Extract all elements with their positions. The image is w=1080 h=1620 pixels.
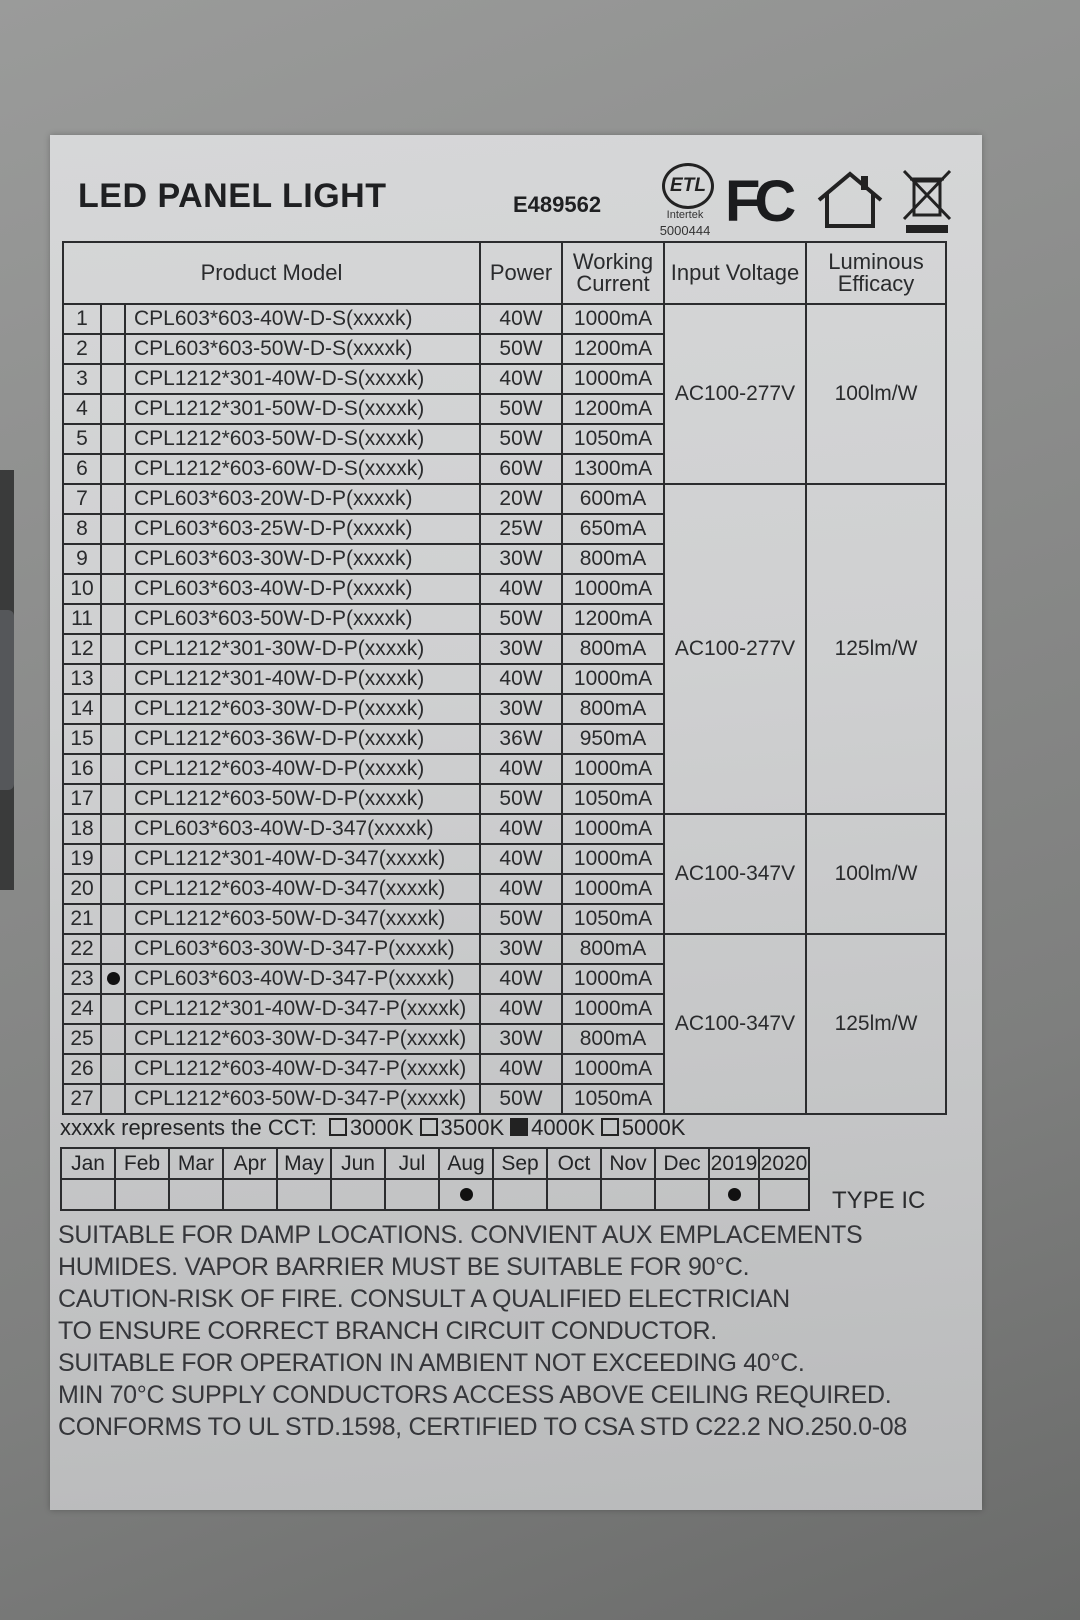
row-number: 13 xyxy=(63,664,101,694)
power-cell: 50W xyxy=(480,784,562,814)
month-cell: Jan xyxy=(61,1148,115,1179)
product-model-cell: CPL1212*301-40W-D-S(xxxxk) xyxy=(125,364,480,394)
power-cell: 50W xyxy=(480,424,562,454)
row-number: 3 xyxy=(63,364,101,394)
input-voltage-cell: AC100-347V xyxy=(664,934,806,1114)
safety-notice xyxy=(58,1219,907,1443)
product-model-cell: CPL603*603-50W-D-P(xxxxk) xyxy=(125,604,480,634)
power-cell: 36W xyxy=(480,724,562,754)
cct-option-label: 5000K xyxy=(621,1115,686,1140)
power-cell: 40W xyxy=(480,754,562,784)
product-model-cell: CPL1212*603-50W-D-P(xxxxk) xyxy=(125,784,480,814)
working-current-cell: 1000mA xyxy=(562,814,664,844)
etl-mark: ETL xyxy=(662,163,714,209)
date-mark-row xyxy=(61,1179,809,1210)
product-model-cell: CPL603*603-40W-D-347-P(xxxxk) xyxy=(125,964,480,994)
fixture-slot xyxy=(0,610,14,790)
power-cell: 40W xyxy=(480,304,562,334)
row-selection-mark xyxy=(101,904,125,934)
working-current-cell: 950mA xyxy=(562,724,664,754)
notice-line: MIN 70°C SUPPLY CONDUCTORS ACCESS ABOVE CEILING REQUIRED. xyxy=(58,1381,892,1409)
power-cell: 40W xyxy=(480,844,562,874)
cct-option-label: 3000K xyxy=(349,1115,414,1140)
product-model-cell: CPL1212*301-40W-D-P(xxxxk) xyxy=(125,664,480,694)
cct-empty-box xyxy=(420,1118,438,1136)
row-selection-mark xyxy=(101,574,125,604)
row-number: 15 xyxy=(63,724,101,754)
power-cell: 30W xyxy=(480,694,562,724)
row-selection-mark xyxy=(101,604,125,634)
date-mark-cell xyxy=(277,1179,331,1210)
row-selection-mark xyxy=(101,454,125,484)
date-mark-cell xyxy=(331,1179,385,1210)
power-cell: 30W xyxy=(480,1024,562,1054)
product-model-cell: CPL1212*603-30W-D-347-P(xxxxk) xyxy=(125,1024,480,1054)
type-ic-label: TYPE IC xyxy=(832,1187,926,1214)
working-current-cell: 800mA xyxy=(562,634,664,664)
row-selection-mark xyxy=(101,1024,125,1054)
product-model-cell: CPL603*603-25W-D-P(xxxxk) xyxy=(125,514,480,544)
working-current-cell: 800mA xyxy=(562,934,664,964)
date-marker-dot xyxy=(728,1188,741,1201)
row-number: 6 xyxy=(63,454,101,484)
product-model-cell: CPL603*603-30W-D-P(xxxxk) xyxy=(125,544,480,574)
row-selection-mark xyxy=(101,634,125,664)
date-label-row xyxy=(61,1148,809,1179)
row-number: 1 xyxy=(63,304,101,334)
working-current-cell: 1000mA xyxy=(562,364,664,394)
row-number: 11 xyxy=(63,604,101,634)
table-row xyxy=(63,814,946,844)
row-selection-mark xyxy=(101,514,125,544)
working-current-cell: 1000mA xyxy=(562,844,664,874)
luminous-efficacy-cell: 100lm/W xyxy=(806,814,946,934)
working-current-cell: 1000mA xyxy=(562,994,664,1024)
row-number: 27 xyxy=(63,1084,101,1114)
notice-line: CONFORMS TO UL STD.1598, CERTIFIED TO CSA STD C22.2 NO.250.0-08 xyxy=(58,1413,907,1441)
certification-code: E489562 xyxy=(513,192,602,217)
row-selection-mark xyxy=(101,394,125,424)
row-number: 12 xyxy=(63,634,101,664)
month-cell: Apr xyxy=(223,1148,277,1179)
working-current-cell: 800mA xyxy=(562,694,664,724)
row-selection-mark xyxy=(101,484,125,514)
power-cell: 20W xyxy=(480,484,562,514)
fixture-frame-edge xyxy=(0,470,14,890)
power-cell: 50W xyxy=(480,394,562,424)
row-number: 9 xyxy=(63,544,101,574)
month-cell: Oct xyxy=(547,1148,601,1179)
working-current-cell: 1000mA xyxy=(562,874,664,904)
working-current-cell: 1050mA xyxy=(562,784,664,814)
power-cell: 30W xyxy=(480,934,562,964)
row-number: 24 xyxy=(63,994,101,1024)
table-row xyxy=(63,484,946,514)
power-cell: 40W xyxy=(480,574,562,604)
product-model-cell: CPL1212*603-36W-D-P(xxxxk) xyxy=(125,724,480,754)
row-number: 23 xyxy=(63,964,101,994)
date-mark-cell xyxy=(385,1179,439,1210)
luminous-efficacy-cell: 125lm/W xyxy=(806,934,946,1114)
row-selection-mark xyxy=(101,754,125,784)
cct-option-label: 3500K xyxy=(440,1115,505,1140)
working-current-cell: 1300mA xyxy=(562,454,664,484)
notice-line: SUITABLE FOR OPERATION IN AMBIENT NOT EXCEEDING 40°C. xyxy=(58,1349,805,1377)
row-selection-mark xyxy=(101,964,125,994)
row-number: 19 xyxy=(63,844,101,874)
working-current-cell: 800mA xyxy=(562,1024,664,1054)
cct-option-label: 4000K xyxy=(531,1115,595,1140)
notice-line: TO ENSURE CORRECT BRANCH CIRCUIT CONDUCTOR. xyxy=(58,1317,717,1345)
working-current-cell: 1050mA xyxy=(562,1084,664,1114)
manufacture-date-grid xyxy=(60,1147,810,1211)
row-selection-mark xyxy=(101,934,125,964)
header-input-voltage: Input Voltage xyxy=(664,242,806,304)
power-cell: 50W xyxy=(480,334,562,364)
product-model-cell: CPL1212*301-40W-D-347(xxxxk) xyxy=(125,844,480,874)
working-current-cell: 650mA xyxy=(562,514,664,544)
product-model-table xyxy=(62,241,947,1115)
product-model-cell: CPL1212*603-40W-D-P(xxxxk) xyxy=(125,754,480,784)
row-selection-mark xyxy=(101,334,125,364)
working-current-cell: 1000mA xyxy=(562,304,664,334)
cct-options xyxy=(323,1115,686,1140)
power-cell: 40W xyxy=(480,664,562,694)
power-cell: 40W xyxy=(480,874,562,904)
product-label xyxy=(50,135,982,1510)
power-cell: 30W xyxy=(480,634,562,664)
weee-bin-icon xyxy=(900,167,955,237)
row-selection-mark xyxy=(101,1054,125,1084)
working-current-cell: 1050mA xyxy=(562,904,664,934)
month-cell: Jul xyxy=(385,1148,439,1179)
working-current-cell: 1000mA xyxy=(562,664,664,694)
product-model-cell: CPL603*603-40W-D-S(xxxxk) xyxy=(125,304,480,334)
notice-line: SUITABLE FOR DAMP LOCATIONS. CONVIENT AUX EMPLACEMENTS xyxy=(58,1221,863,1249)
month-cell: Sep xyxy=(493,1148,547,1179)
date-mark-cell xyxy=(223,1179,277,1210)
row-selection-mark xyxy=(101,1084,125,1114)
power-cell: 40W xyxy=(480,1054,562,1084)
power-cell: 50W xyxy=(480,604,562,634)
working-current-cell: 1200mA xyxy=(562,394,664,424)
working-current-cell: 600mA xyxy=(562,484,664,514)
product-model-cell: CPL1212*301-40W-D-347-P(xxxxk) xyxy=(125,994,480,1024)
header-working-current: Working Current xyxy=(562,242,664,304)
input-voltage-cell: AC100-347V xyxy=(664,814,806,934)
month-cell: Jun xyxy=(331,1148,385,1179)
product-model-cell: CPL1212*603-40W-D-347(xxxxk) xyxy=(125,874,480,904)
input-voltage-cell: AC100-277V xyxy=(664,484,806,814)
label-header xyxy=(50,135,982,245)
row-selection-mark xyxy=(101,874,125,904)
indoor-use-icon xyxy=(815,170,885,230)
header-power: Power xyxy=(480,242,562,304)
etl-intertek: Intertek xyxy=(666,209,704,221)
row-number: 18 xyxy=(63,814,101,844)
row-number: 7 xyxy=(63,484,101,514)
product-model-cell: CPL1212*301-50W-D-S(xxxxk) xyxy=(125,394,480,424)
row-selection-mark xyxy=(101,424,125,454)
date-mark-cell xyxy=(655,1179,709,1210)
notice-line: CAUTION-RISK OF FIRE. CONSULT A QUALIFIED ELECTRICIAN xyxy=(58,1285,790,1313)
cct-prefix: xxxxk represents the CCT: xyxy=(60,1115,317,1140)
month-cell: May xyxy=(277,1148,331,1179)
row-number: 4 xyxy=(63,394,101,424)
row-number: 17 xyxy=(63,784,101,814)
working-current-cell: 1000mA xyxy=(562,754,664,784)
row-number: 25 xyxy=(63,1024,101,1054)
row-selection-mark xyxy=(101,994,125,1024)
working-current-cell: 800mA xyxy=(562,544,664,574)
power-cell: 40W xyxy=(480,994,562,1024)
etl-number: 5000444 xyxy=(659,223,711,238)
row-number: 8 xyxy=(63,514,101,544)
row-selection-mark xyxy=(101,724,125,754)
table-row xyxy=(63,934,946,964)
date-mark-cell xyxy=(439,1179,493,1210)
product-model-cell: CPL603*603-40W-D-347(xxxxk) xyxy=(125,814,480,844)
date-mark-cell xyxy=(169,1179,223,1210)
row-selection-mark xyxy=(101,544,125,574)
row-number: 20 xyxy=(63,874,101,904)
date-mark-cell xyxy=(61,1179,115,1210)
working-current-cell: 1000mA xyxy=(562,574,664,604)
power-cell: 60W xyxy=(480,454,562,484)
date-mark-cell xyxy=(115,1179,169,1210)
cct-empty-box xyxy=(329,1118,347,1136)
label-title: LED PANEL LIGHT xyxy=(78,177,387,215)
luminous-efficacy-cell: 100lm/W xyxy=(806,304,946,484)
product-model-cell: CPL603*603-40W-D-P(xxxxk) xyxy=(125,574,480,604)
working-current-cell: 1000mA xyxy=(562,964,664,994)
row-selection-mark xyxy=(101,694,125,724)
date-mark-cell xyxy=(709,1179,759,1210)
row-number: 16 xyxy=(63,754,101,784)
luminous-efficacy-cell: 125lm/W xyxy=(806,484,946,814)
product-model-cell: CPL603*603-30W-D-347-P(xxxxk) xyxy=(125,934,480,964)
date-marker-dot xyxy=(460,1188,473,1201)
product-model-cell: CPL1212*603-50W-D-347-P(xxxxk) xyxy=(125,1084,480,1114)
power-cell: 40W xyxy=(480,814,562,844)
row-selection-mark xyxy=(101,814,125,844)
selected-model-dot xyxy=(107,972,120,985)
row-selection-mark xyxy=(101,304,125,334)
power-cell: 40W xyxy=(480,364,562,394)
month-cell: Feb xyxy=(115,1148,169,1179)
power-cell: 40W xyxy=(480,964,562,994)
date-mark-cell xyxy=(547,1179,601,1210)
row-number: 22 xyxy=(63,934,101,964)
product-model-cell: CPL1212*603-50W-D-S(xxxxk) xyxy=(125,424,480,454)
row-selection-mark xyxy=(101,844,125,874)
row-selection-mark xyxy=(101,364,125,394)
cct-checked-box xyxy=(510,1118,528,1136)
product-model-cell: CPL1212*603-60W-D-S(xxxxk) xyxy=(125,454,480,484)
notice-line: HUMIDES. VAPOR BARRIER MUST BE SUITABLE FOR 90°C. xyxy=(58,1253,750,1281)
cct-legend xyxy=(60,1115,685,1141)
row-selection-mark xyxy=(101,784,125,814)
row-number: 21 xyxy=(63,904,101,934)
product-model-cell: CPL1212*603-40W-D-347-P(xxxxk) xyxy=(125,1054,480,1084)
row-number: 2 xyxy=(63,334,101,364)
working-current-cell: 1200mA xyxy=(562,604,664,634)
table-header-row xyxy=(63,242,946,304)
row-selection-mark xyxy=(101,664,125,694)
working-current-cell: 1200mA xyxy=(562,334,664,364)
product-model-rows xyxy=(63,304,946,1114)
table-row xyxy=(63,304,946,334)
product-model-cell: CPL1212*603-50W-D-347(xxxxk) xyxy=(125,904,480,934)
year-cell: 2020 xyxy=(759,1148,809,1179)
month-cell: Nov xyxy=(601,1148,655,1179)
row-number: 14 xyxy=(63,694,101,724)
header-luminous-efficacy: Luminous Efficacy xyxy=(806,242,946,304)
year-cell: 2019 xyxy=(709,1148,759,1179)
input-voltage-cell: AC100-277V xyxy=(664,304,806,484)
working-current-cell: 1000mA xyxy=(562,1054,664,1084)
power-cell: 30W xyxy=(480,544,562,574)
header-product-model: Product Model xyxy=(63,242,480,304)
product-model-cell: CPL603*603-50W-D-S(xxxxk) xyxy=(125,334,480,364)
date-mark-cell xyxy=(759,1179,809,1210)
month-cell: Dec xyxy=(655,1148,709,1179)
month-cell: Aug xyxy=(439,1148,493,1179)
date-mark-cell xyxy=(493,1179,547,1210)
product-model-cell: CPL1212*301-30W-D-P(xxxxk) xyxy=(125,634,480,664)
etl-logo xyxy=(640,163,730,243)
power-cell: 50W xyxy=(480,1084,562,1114)
fc-logo: FC xyxy=(725,169,791,234)
date-mark-cell xyxy=(601,1179,655,1210)
working-current-cell: 1050mA xyxy=(562,424,664,454)
cct-empty-box xyxy=(601,1118,619,1136)
product-model-cell: CPL1212*603-30W-D-P(xxxxk) xyxy=(125,694,480,724)
product-model-cell: CPL603*603-20W-D-P(xxxxk) xyxy=(125,484,480,514)
month-cell: Mar xyxy=(169,1148,223,1179)
row-number: 10 xyxy=(63,574,101,604)
row-number: 26 xyxy=(63,1054,101,1084)
power-cell: 25W xyxy=(480,514,562,544)
row-number: 5 xyxy=(63,424,101,454)
power-cell: 50W xyxy=(480,904,562,934)
